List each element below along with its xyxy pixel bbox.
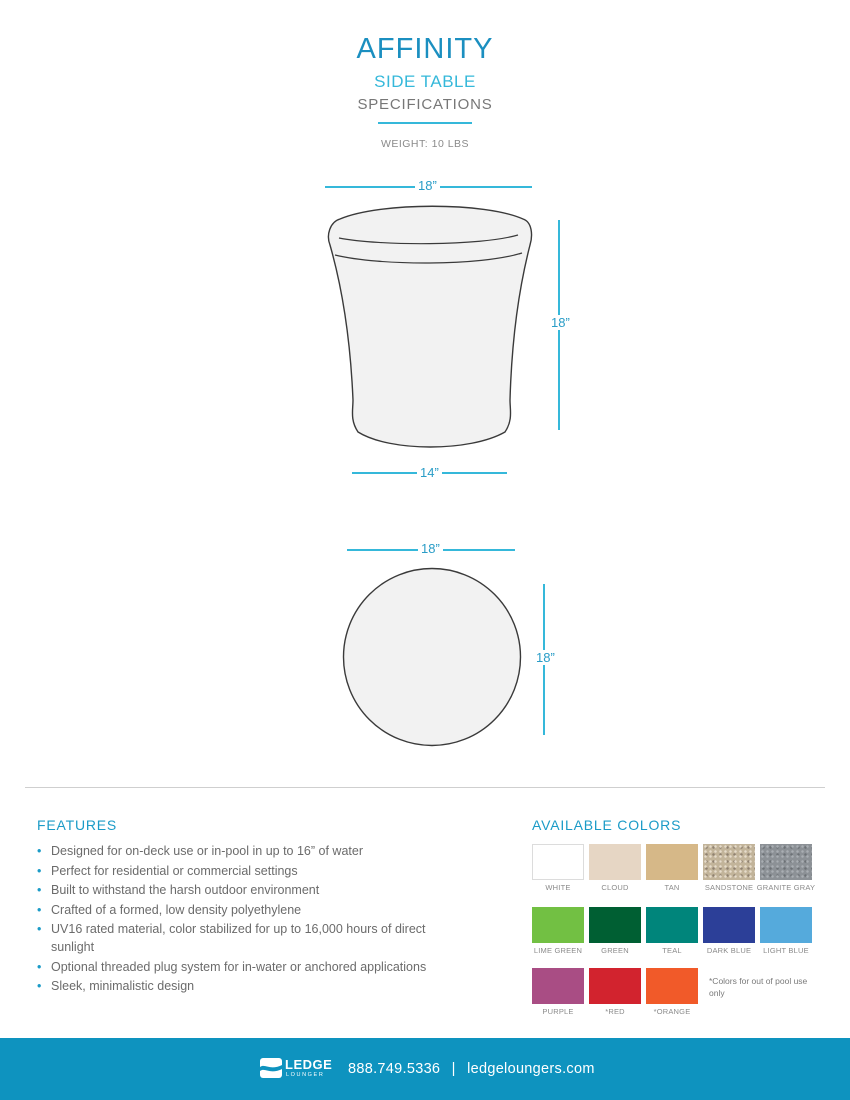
side-table-side-view-drawing [320,200,540,460]
logo-wordmark: LEDGE [285,1057,333,1072]
color-swatch-purple [532,968,584,1004]
color-swatch-label: CLOUD [601,883,629,892]
color-swatch-white [532,844,584,880]
color-swatch-tan [646,844,698,880]
color-swatch-lime-green [532,907,584,943]
color-swatch-label: SANDSTONE [704,883,754,892]
color-swatch-cloud [589,844,641,880]
height-label: 18” [548,315,573,330]
feature-item [37,862,437,880]
product-subtitle: SIDE TABLE [374,72,476,91]
color-swatch-teal [646,907,698,943]
feature-item [37,842,437,860]
phone-number[interactable]: 888.749.5336 [348,1061,441,1077]
section-title: SPECIFICATIONS [357,96,493,113]
color-swatch-label: DARK BLUE [706,946,752,955]
color-swatch-label: WHITE [545,883,571,892]
title-underline [378,122,472,124]
bullet-icon: • [37,979,42,993]
logo-subtext: LOUNGER [286,1072,325,1078]
bullet-icon: • [37,922,42,936]
color-swatch-label: *ORANGE [653,1007,691,1016]
bullet-icon: • [37,883,42,897]
features-heading: FEATURES [37,817,118,833]
feature-text: Built to withstand the harsh outdoor environment [51,883,320,897]
feature-text: Designed for on-deck use or in-pool in up to 16” of water [51,844,363,858]
separator: | [451,1061,456,1077]
base-width-label: 14” [417,465,442,480]
bullet-icon: • [37,902,42,917]
feature-item [37,958,437,976]
color-swatch-label: LIME GREEN [533,946,583,955]
top-width-label: 18” [415,178,440,193]
ledge-lounger-logo-icon [260,1058,282,1078]
feature-item [37,920,437,956]
color-swatch-label: GREEN [601,946,629,955]
color-swatch-dark-blue [703,907,755,943]
top-view-width-label: 18” [418,541,443,556]
feature-text: Crafted of a formed, low density polyethylene [51,902,302,917]
feature-text: Perfect for residential or commercial settings [51,863,298,878]
color-swatch-label: LIGHT BLUE [763,946,809,955]
section-divider [25,787,825,788]
color-swatch-red [589,968,641,1004]
color-swatch-label: GRANITE GRAY [756,883,816,892]
color-swatch-light-blue [760,907,812,943]
side-table-top-view-drawing [340,566,524,750]
website-link[interactable]: ledgeloungers.com [467,1061,595,1077]
footer-contact [348,1061,595,1077]
top-view-depth-label: 18” [533,650,558,665]
feature-text: UV16 rated material, color stabilized for up to 16,000 hours of direct sunlight [51,922,426,954]
colors-heading: AVAILABLE COLORS [532,817,682,833]
color-swatch-green [589,907,641,943]
color-swatch-label: TAN [664,883,680,892]
bullet-icon: • [37,863,42,878]
features-list [37,842,437,997]
color-swatch-sandstone [703,844,755,880]
weight-label: WEIGHT: 10 LBS [380,138,470,150]
color-swatch-granite-gray [760,844,812,880]
bullet-icon: • [37,844,42,858]
feature-item [37,977,437,995]
color-swatch-label: TEAL [662,946,682,955]
product-title: AFFINITY [356,33,494,65]
bullet-icon: • [37,959,42,974]
color-swatch-label: PURPLE [542,1007,574,1016]
footer-bar [0,1038,850,1100]
colors-footnote: *Colors for out of pool use only [709,976,808,998]
color-swatch-orange [646,968,698,1004]
feature-text: Optional threaded plug system for in-water or anchored applications [51,959,427,974]
feature-text: Sleek, minimalistic design [51,979,195,993]
feature-item [37,881,437,899]
color-swatch-label: *RED [605,1007,625,1016]
feature-item [37,901,437,919]
